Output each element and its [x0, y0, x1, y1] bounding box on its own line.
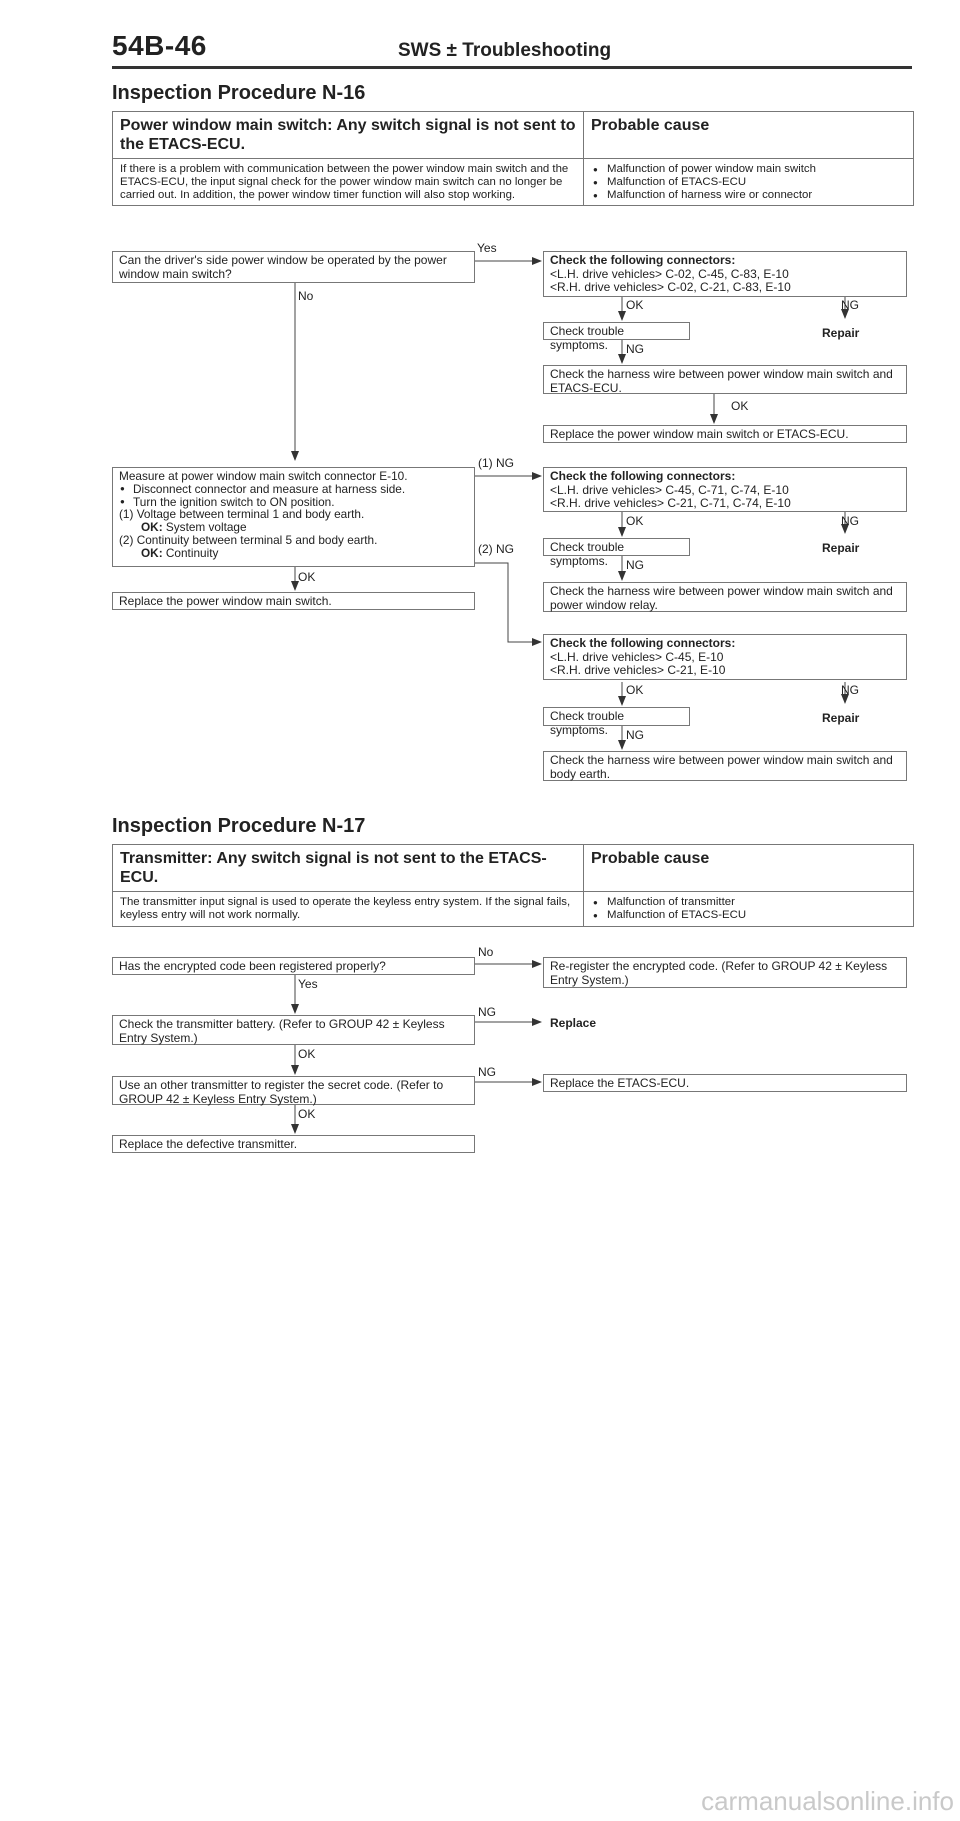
n17-other-ok: OK: [298, 1107, 316, 1121]
section-title-n16: Inspection Procedure N-16: [112, 82, 366, 104]
n16-trouble3-box: Check trouble symptoms.: [543, 707, 690, 726]
n16-yes-label: Yes: [477, 241, 497, 255]
n17-causes: [584, 892, 914, 927]
n16-harness1-ok: OK: [731, 399, 749, 413]
n17-cause-header: Probable cause: [584, 845, 914, 892]
n17-cause-item: ● Malfunction of ETACS-ECU: [591, 909, 906, 922]
page-number: 54B-46: [112, 30, 207, 61]
n17-battery-box: Check the transmitter battery. (Refer to GROUP 42 ± Keyless Entry System.): [112, 1015, 475, 1045]
n17-cause-item: ● Malfunction of transmitter: [591, 896, 906, 909]
ok-label: OK:: [141, 520, 163, 535]
n16-no-label: No: [298, 289, 314, 303]
page-title: SWS ± Troubleshooting: [398, 40, 612, 61]
n17-symptom: Transmitter: Any switch signal is not sent to the ETACS-ECU.: [113, 845, 584, 892]
n17-replace-tx-box: Replace the defective transmitter.: [112, 1135, 475, 1153]
n16-check1-rh: <R.H. drive vehicles> C-02, C-21, C-83, E-10: [550, 280, 791, 294]
n16-replace-main-box: Replace the power window main switch.: [112, 592, 475, 610]
n16-measure-2: (2) Continuity between terminal 5 and body earth.: [119, 532, 378, 547]
n16-ng2-label: (2) NG: [478, 542, 514, 556]
n16-check2-lh: <L.H. drive vehicles> C-45, C-71, C-74, E-10: [550, 482, 789, 497]
n16-harness1-box: Check the harness wire between power window main switch and ETACS-ECU.: [543, 365, 907, 394]
n16-check2-box: [543, 467, 907, 512]
n16-check2-rh: <R.H. drive vehicles> C-21, C-71, C-74, E-10: [550, 496, 791, 510]
n16-harness2-box: Check the harness wire between power window main switch and power window relay.: [543, 582, 907, 612]
n16-measure-1: (1) Voltage between terminal 1 and body earth.: [119, 507, 365, 522]
n16-check1-ng: NG: [841, 298, 859, 312]
n17-replace-label: Replace: [550, 1016, 597, 1030]
n17-other-box: Use an other transmitter to register the secret code. (Refer to GROUP 42 ± Keyless Entry System.): [112, 1076, 475, 1105]
ok-value: Continuity: [165, 545, 219, 560]
n16-check3-box: [543, 634, 907, 680]
n16-measure-2-ok: [119, 547, 468, 560]
n16-cause-header: Probable cause: [584, 112, 914, 159]
n16-repair2: Repair: [822, 541, 860, 555]
n17-q1-box: Has the encrypted code been registered properly?: [112, 957, 475, 975]
n16-trouble2-box: Check trouble symptoms.: [543, 538, 690, 556]
n16-harness3-box: Check the harness wire between power window main switch and body earth.: [543, 751, 907, 781]
n16-measure-title: Measure at power window main switch connector E-10.: [119, 469, 408, 483]
n16-check3-rh: <R.H. drive vehicles> C-21, E-10: [550, 663, 726, 677]
n16-check3-lh: <L.H. drive vehicles> C-45, E-10: [550, 649, 724, 664]
n16-trouble1-box: Check trouble symptoms.: [543, 322, 690, 340]
n16-check2-title: Check the following connectors:: [550, 469, 736, 483]
watermark: carmanualsonline.info: [701, 1786, 954, 1816]
n16-measure-bullet: ● Disconnect connector and measure at harness side.: [119, 483, 468, 496]
n16-description: If there is a problem with communication between the power window main switch and the ETACS-ECU, the input signal check for the power window main switch can no longer be carried out. In addition, the power window timer function will also stop working.: [113, 159, 584, 206]
n16-cause-item: ● Malfunction of ETACS-ECU: [591, 176, 906, 189]
n16-trouble2-ng: NG: [626, 558, 644, 572]
n16-q1-box: Can the driver's side power window be operated by the power window main switch?: [112, 251, 475, 283]
n16-trouble3-ng: NG: [626, 728, 644, 742]
n17-battery-ok: OK: [298, 1047, 316, 1061]
n16-measure-ok: OK: [298, 570, 316, 584]
n17-reregister-box: Re-register the encrypted code. (Refer to GROUP 42 ± Keyless Entry System.): [543, 957, 907, 988]
n17-replace-ecu-box: Replace the ETACS-ECU.: [543, 1074, 907, 1092]
n16-measure-box: [112, 467, 475, 567]
n16-check2-ok: OK: [626, 514, 644, 528]
n16-replace1-box: Replace the power window main switch or ETACS-ECU.: [543, 425, 907, 443]
n16-check1-lh: <L.H. drive vehicles> C-02, C-45, C-83, E-10: [550, 266, 789, 281]
ok-label: OK:: [141, 545, 163, 560]
n16-repair3: Repair: [822, 711, 860, 725]
n16-repair1: Repair: [822, 326, 860, 340]
n17-other-ng: NG: [478, 1065, 496, 1079]
n16-cause-item: ● Malfunction of harness wire or connector: [591, 189, 906, 202]
n16-check1-box: [543, 251, 907, 297]
n16-trouble1-ng: NG: [626, 342, 644, 356]
n17-description: The transmitter input signal is used to operate the keyless entry system. If the signal fails, keyless entry will not work normally.: [113, 892, 584, 927]
n16-ng1-label: (1) NG: [478, 456, 514, 470]
n16-cause-item: ● Malfunction of power window main switch: [591, 163, 906, 176]
n16-symptom: Power window main switch: Any switch signal is not sent to the ETACS-ECU.: [113, 112, 584, 159]
n17-battery-ng: NG: [478, 1005, 496, 1019]
n16-check1-ok: OK: [626, 298, 644, 312]
n16-check3-title: Check the following connectors:: [550, 636, 736, 650]
n16-check3-ng: NG: [841, 683, 859, 697]
ok-value: System voltage: [165, 520, 247, 535]
section-title-n17: Inspection Procedure N-17: [112, 815, 366, 837]
n16-check2-ng: NG: [841, 514, 859, 528]
n16-check1-title: Check the following connectors:: [550, 253, 736, 267]
n17-table: [112, 844, 914, 927]
n16-measure-bullet: ● Turn the ignition switch to ON position.: [119, 496, 468, 509]
n16-check3-ok: OK: [626, 683, 644, 697]
n17-yes-label: Yes: [298, 977, 318, 991]
n17-no-label: No: [478, 945, 494, 959]
